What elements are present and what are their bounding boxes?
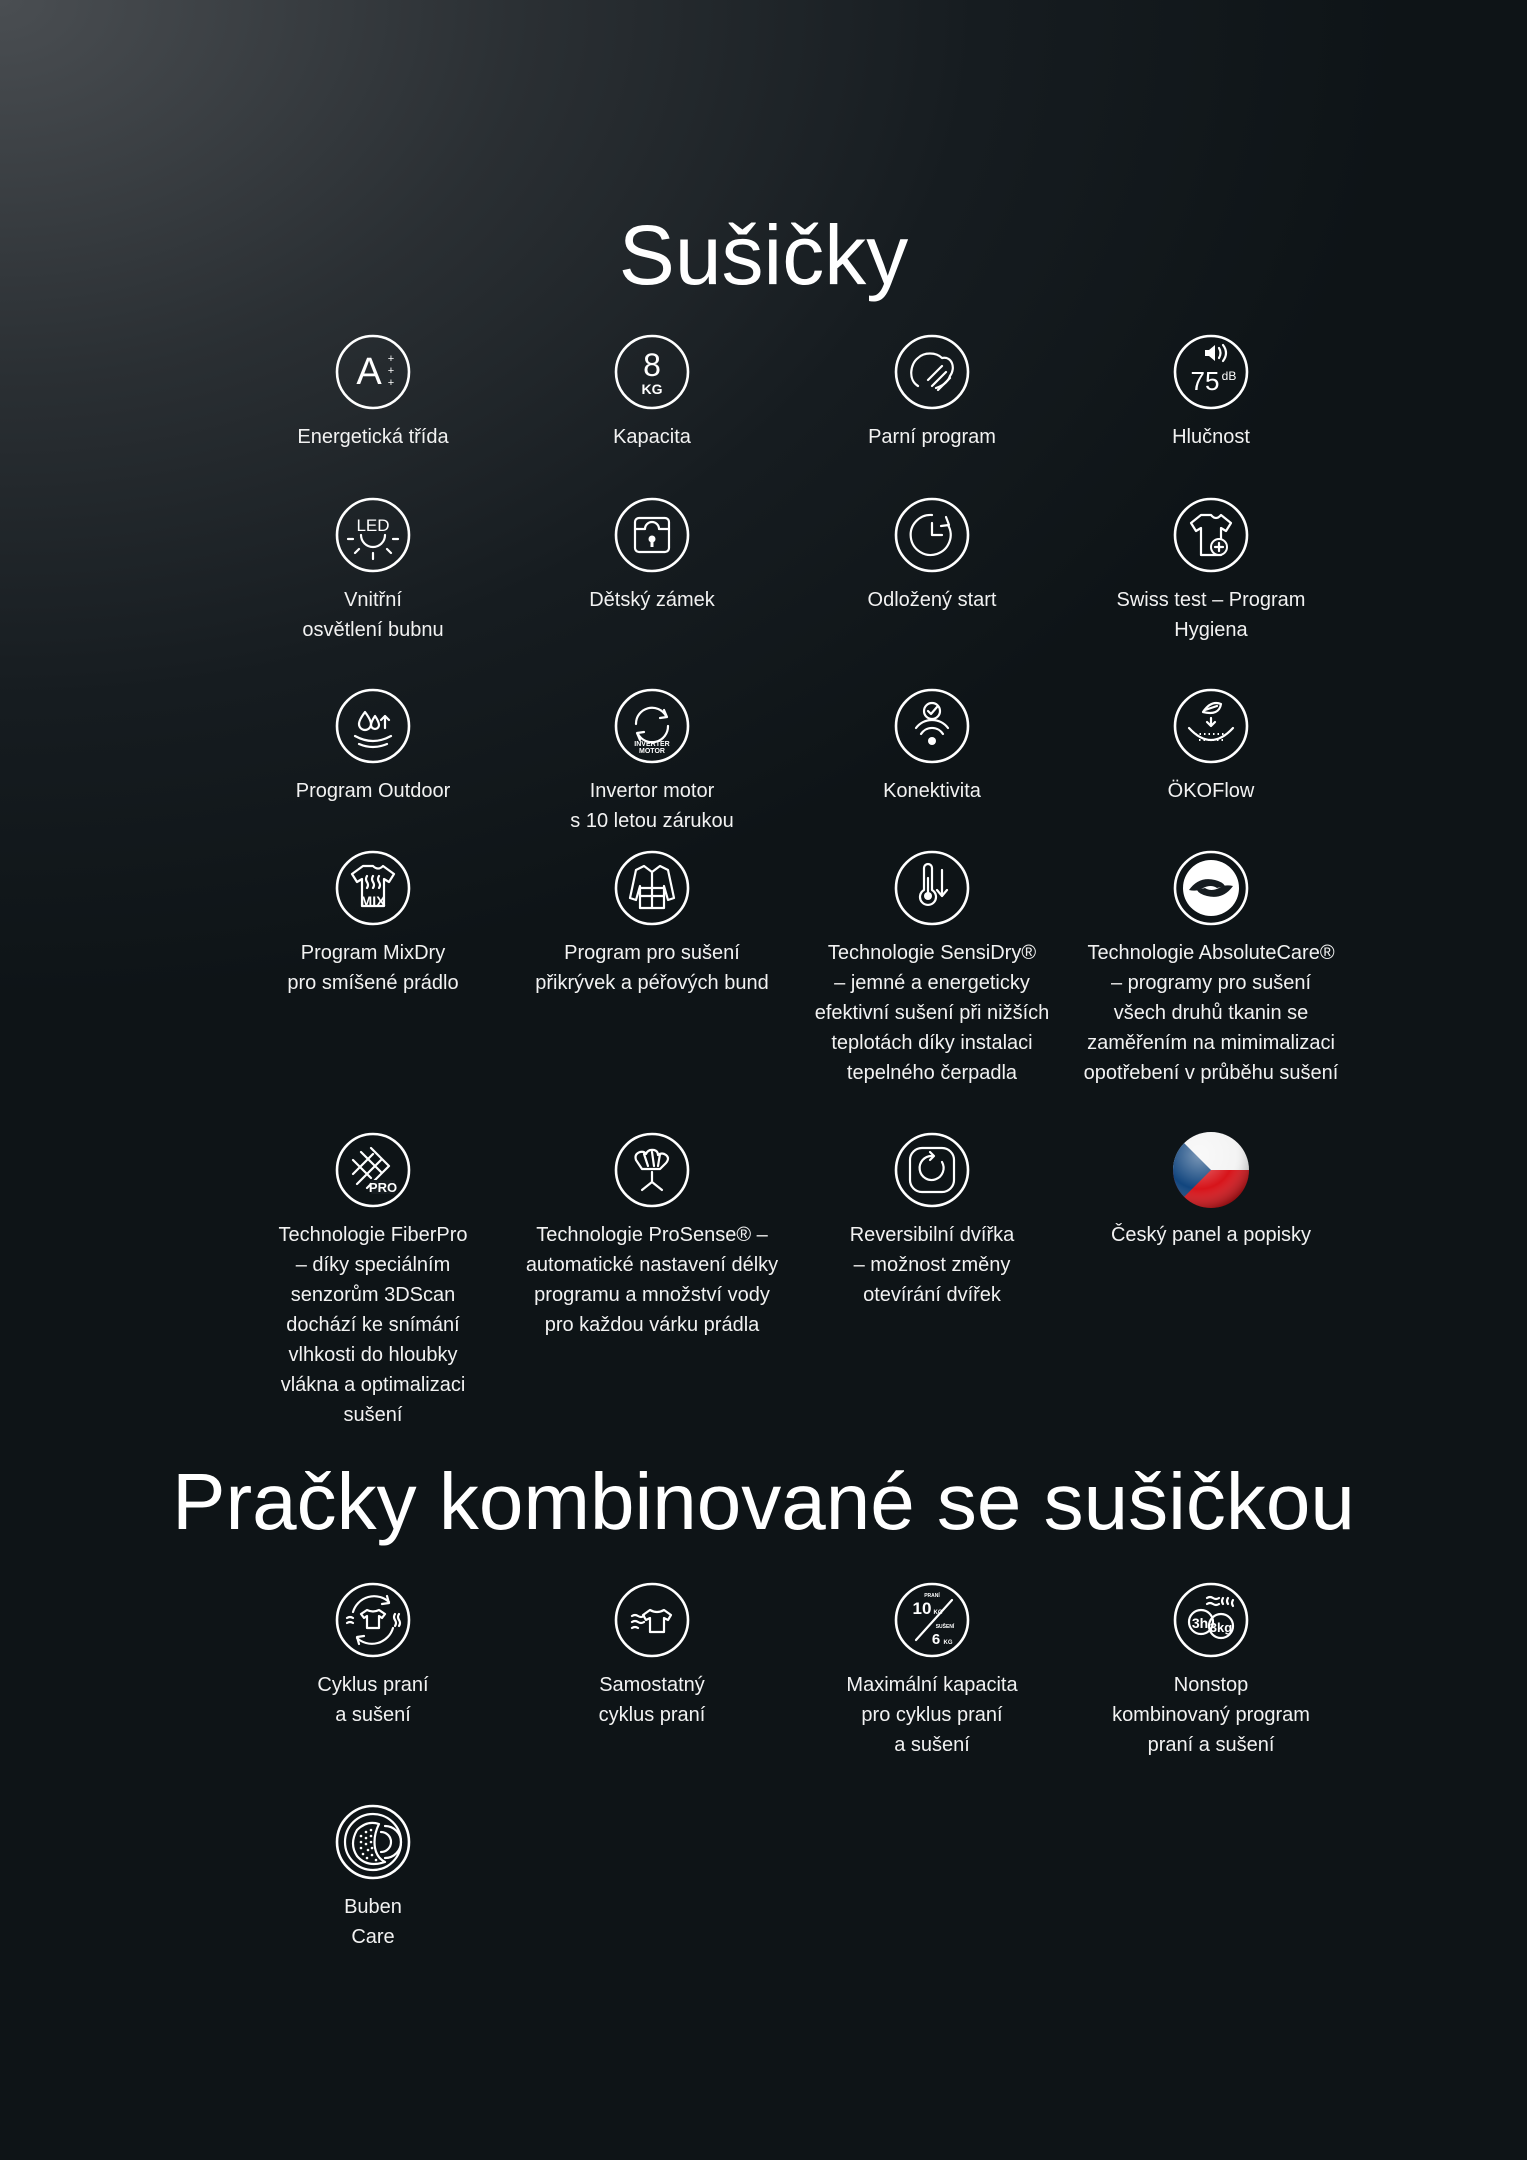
- feature-item: [517, 1132, 787, 1340]
- led-drum-light-icon: [335, 497, 411, 573]
- svg-text:6: 6: [931, 1631, 941, 1648]
- feature-item: [517, 688, 787, 836]
- feature-item: [238, 1804, 508, 1952]
- feature-label: Konektivita: [883, 780, 981, 802]
- max-capacity-icon: [894, 1582, 970, 1658]
- feature-label: Nonstop kombinovaný program praní a sušení: [1112, 1674, 1310, 1756]
- svg-text:A: A: [356, 351, 382, 393]
- feature-item: [797, 1582, 1067, 1760]
- thermometer-icon: [894, 850, 970, 926]
- svg-text:MOTOR: MOTOR: [639, 748, 665, 755]
- feature-label: Hlučnost: [1172, 426, 1250, 448]
- feature-item: [517, 850, 787, 998]
- wifi-connectivity-icon: [894, 688, 970, 764]
- feature-label: Energetická třída: [297, 426, 449, 448]
- nonstop-program-icon: [1173, 1582, 1249, 1658]
- feature-label: Samostatný cyklus praní: [598, 1674, 706, 1726]
- feature-item: [238, 334, 508, 452]
- feature-item: [238, 688, 508, 806]
- svg-text:KG: KG: [641, 381, 663, 397]
- feature-label: Reversibilní dvířka – možnost změny otevírání dvířek: [849, 1224, 1015, 1306]
- feature-label: Cyklus praní a sušení: [317, 1674, 429, 1726]
- feature-item: [1076, 497, 1346, 645]
- outdoor-program-icon: [335, 688, 411, 764]
- feature-label: Kapacita: [613, 426, 691, 448]
- feature-label: Invertor motor s 10 letou zárukou: [570, 780, 734, 832]
- svg-text:75: 75: [1190, 366, 1220, 396]
- feature-item: [517, 497, 787, 615]
- svg-text:3h: 3h: [1191, 1615, 1209, 1631]
- energy-class-icon: [335, 334, 411, 410]
- feature-label: Program MixDry pro smíšené prádlo: [287, 942, 459, 994]
- svg-text:10: 10: [912, 1599, 932, 1618]
- feature-label: Program Outdoor: [295, 780, 451, 802]
- section-title-dryers: Sušičky: [618, 208, 909, 302]
- svg-text:INVERTER: INVERTER: [634, 741, 670, 748]
- feature-label: Buben Care: [344, 1896, 402, 1948]
- feature-label: Vnitřní osvětlení bubnu: [302, 589, 444, 641]
- svg-text:PRANÍ: PRANÍ: [924, 1593, 940, 1599]
- delayed-start-icon: [894, 497, 970, 573]
- reversible-door-icon: [894, 1132, 970, 1208]
- svg-text:dB: dB: [1221, 369, 1237, 383]
- feature-item: [517, 334, 787, 452]
- feature-label: Dětský zámek: [589, 589, 715, 611]
- noise-icon: [1173, 334, 1249, 410]
- mixdry-shirt-icon: [335, 850, 411, 926]
- feature-item: [797, 688, 1067, 806]
- feature-label: Odložený start: [867, 589, 997, 611]
- feature-label: ÖKOFlow: [1167, 780, 1255, 802]
- feature-item: [1076, 1582, 1346, 1760]
- feature-label: Technologie FiberPro – díky speciálním senzorům 3DScan dochází ke snímání vlhkosti do hloubky vlákna a optimalizaci sušení: [278, 1224, 468, 1426]
- okoflow-filter-icon: [1173, 688, 1249, 764]
- capacity-icon: [614, 334, 690, 410]
- svg-text:PRO: PRO: [368, 1180, 398, 1195]
- feature-label: Parní program: [868, 426, 996, 448]
- section-title-washer-dryers: Pračky kombinované se sušičkou: [172, 1457, 1355, 1546]
- feature-item: [797, 334, 1067, 452]
- svg-text:+: +: [387, 365, 395, 377]
- svg-text:3kg: 3kg: [1209, 1620, 1233, 1635]
- feature-label: Swiss test – Program Hygiena: [1116, 589, 1306, 641]
- drum-care-icon: [335, 1804, 411, 1880]
- prosense-icon: [614, 1132, 690, 1208]
- feature-item: [238, 850, 508, 998]
- feature-label: Maximální kapacita pro cyklus praní a sušení: [846, 1674, 1018, 1756]
- wash-dry-cycle-icon: [335, 1582, 411, 1658]
- feature-item: [1076, 688, 1346, 806]
- feature-item: [517, 1582, 787, 1730]
- hygiene-shirt-icon: [1173, 497, 1249, 573]
- steam-program-icon: [894, 334, 970, 410]
- svg-text:SUŠENÍ: SUŠENÍ: [935, 1624, 955, 1630]
- duvet-jacket-icon: [614, 850, 690, 926]
- feature-label: Český panel a popisky: [1110, 1224, 1312, 1246]
- feature-item: [1076, 334, 1346, 452]
- feature-label: Program pro sušení přikrývek a péřových bund: [535, 942, 769, 994]
- child-lock-icon: [614, 497, 690, 573]
- feature-item: [238, 1582, 508, 1730]
- svg-text:+: +: [387, 353, 395, 365]
- feature-item: [238, 497, 508, 645]
- inverter-motor-icon: [614, 688, 690, 764]
- svg-text:MIX: MIX: [360, 893, 386, 909]
- svg-text:8: 8: [643, 347, 661, 383]
- feature-item: [797, 497, 1067, 615]
- feature-item: [797, 1132, 1067, 1310]
- feature-item: [797, 850, 1067, 1088]
- svg-text:KG: KG: [933, 1610, 943, 1616]
- wash-only-cycle-icon: [614, 1582, 690, 1658]
- czech-flag-icon: [1173, 1132, 1249, 1208]
- absolutecare-hands-icon: [1173, 850, 1249, 926]
- feature-item: [1076, 850, 1346, 1088]
- svg-text:LED: LED: [356, 516, 390, 535]
- feature-item: [238, 1132, 508, 1430]
- fiberpro-icon: [335, 1132, 411, 1208]
- feature-label: Technologie ProSense® – automatické nastavení délky programu a množství vody pro každou várku prádla: [525, 1224, 779, 1336]
- svg-text:KG: KG: [943, 1640, 953, 1646]
- feature-label: Technologie SensiDry® – jemné a energeticky efektivní sušení při nižších teplotách díky instalaci tepelného čerpadla: [814, 942, 1050, 1084]
- feature-label: Technologie AbsoluteCare® – programy pro sušení všech druhů tkanin se zaměřením na mimimalizaci opotřebení v průběhu sušení: [1083, 942, 1339, 1084]
- svg-text:+: +: [387, 377, 395, 389]
- feature-item: [1076, 1132, 1346, 1250]
